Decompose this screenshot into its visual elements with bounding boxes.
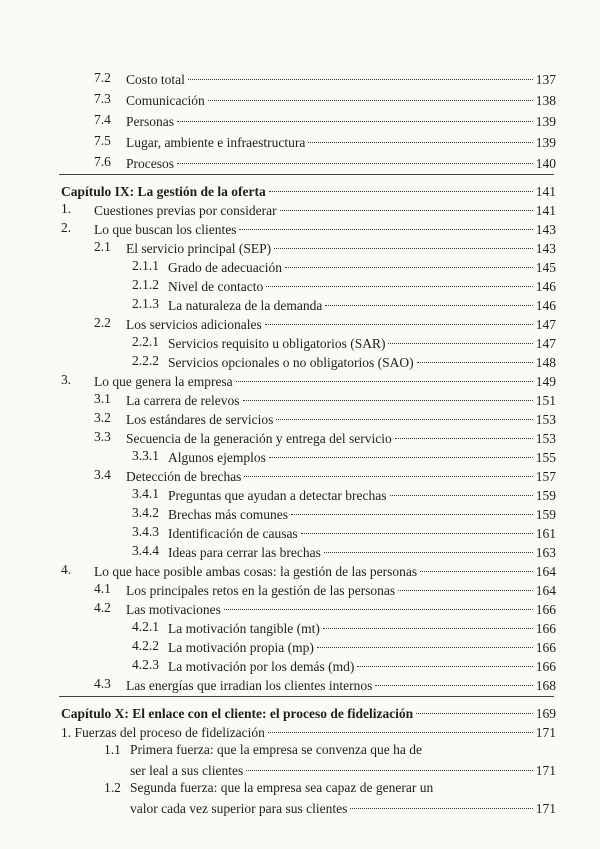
entry-title: Lo que buscan los clientes bbox=[94, 222, 237, 237]
entry-title: Cuestiones previas por considerar bbox=[94, 203, 277, 218]
dot-leader bbox=[291, 500, 533, 515]
dot-leader bbox=[388, 329, 532, 344]
dot-leader bbox=[224, 595, 533, 610]
page-number: 166 bbox=[535, 659, 556, 674]
entry-title-continuation: ser leal a sus clientes bbox=[130, 763, 244, 778]
section-number: 7.2 bbox=[94, 70, 111, 85]
entry-title: Primera fuerza: que la empresa se convenza que ha de bbox=[130, 742, 422, 757]
dot-leader bbox=[188, 65, 533, 80]
entry-title: Personas bbox=[126, 114, 174, 129]
section-number: 3.4.4 bbox=[132, 543, 159, 558]
section-number: 4.2.2 bbox=[132, 638, 159, 653]
section-number: 2.2.2 bbox=[132, 353, 159, 368]
dot-leader bbox=[244, 462, 532, 477]
entry-title: Ideas para cerrar las brechas bbox=[168, 545, 321, 560]
entry-title: Preguntas que ayudan a detectar brechas bbox=[168, 488, 387, 503]
page-number: 143 bbox=[535, 241, 556, 256]
dot-leader bbox=[280, 196, 533, 211]
section-number: 3.3.1 bbox=[132, 448, 159, 463]
dot-leader bbox=[325, 291, 532, 306]
entry-title: Capítulo IX: La gestión de la oferta bbox=[61, 184, 266, 199]
dot-leader bbox=[177, 149, 533, 164]
section-number: 3.4.3 bbox=[132, 524, 159, 539]
page-number: 141 bbox=[535, 184, 556, 199]
section-number: 2.1.2 bbox=[132, 277, 159, 292]
page-number: 147 bbox=[535, 336, 556, 351]
page-number: 171 bbox=[535, 801, 556, 816]
section-number: 1. bbox=[61, 201, 72, 216]
page-number: 168 bbox=[535, 678, 556, 693]
page-number: 153 bbox=[535, 431, 556, 446]
page-number: 151 bbox=[535, 393, 556, 408]
dot-leader bbox=[323, 614, 533, 629]
entry-title: Detección de brechas bbox=[126, 469, 242, 484]
entry-title: Algunos ejemplos bbox=[168, 450, 266, 465]
dot-leader bbox=[268, 718, 533, 733]
dot-leader bbox=[243, 386, 533, 401]
page-number: 159 bbox=[535, 507, 556, 522]
section-number: 3.3 bbox=[94, 429, 111, 444]
page-number: 146 bbox=[535, 298, 556, 313]
page-number: 164 bbox=[535, 583, 556, 598]
section-number: 2. bbox=[61, 220, 72, 235]
section-number: 3.2 bbox=[94, 410, 111, 425]
entry-title: La carrera de relevos bbox=[126, 393, 240, 408]
section-number: 7.6 bbox=[94, 154, 111, 169]
entry-title: Los servicios adicionales bbox=[126, 317, 262, 332]
dot-leader bbox=[265, 310, 533, 325]
entry-title: Lo que hace posible ambas cosas: la gestión de las personas bbox=[94, 564, 418, 579]
dot-leader bbox=[317, 633, 533, 648]
section-number: 2.1.1 bbox=[132, 258, 159, 273]
page-number: 149 bbox=[535, 374, 556, 389]
page-number: 147 bbox=[535, 317, 556, 332]
entry-title: Servicios opcionales o no obligatorios (SAO) bbox=[168, 355, 414, 370]
entry-title: Servicios requisito u obligatorios (SAR) bbox=[168, 336, 386, 351]
dot-leader bbox=[239, 215, 532, 230]
dot-leader bbox=[390, 481, 533, 496]
dot-leader bbox=[285, 253, 533, 268]
page-number: 153 bbox=[535, 412, 556, 427]
entry-title: Los principales retos en la gestión de las personas bbox=[126, 583, 396, 598]
page-number: 143 bbox=[535, 222, 556, 237]
dot-leader bbox=[269, 443, 533, 458]
entry-title: Segunda fuerza: que la empresa sea capaz de generar un bbox=[130, 780, 434, 795]
dot-leader bbox=[416, 699, 533, 714]
section-divider bbox=[59, 174, 554, 175]
section-number: 3.1 bbox=[94, 391, 111, 406]
dot-leader bbox=[398, 576, 533, 591]
entry-title: 1. Fuerzas del proceso de fidelización bbox=[61, 725, 265, 740]
entry-title: La naturaleza de la demanda bbox=[168, 298, 323, 313]
section-number: 2.1 bbox=[94, 239, 111, 254]
section-number: 2.2.1 bbox=[132, 334, 159, 349]
section-number: 3.4 bbox=[94, 467, 111, 482]
dot-leader bbox=[266, 272, 533, 287]
page-number: 139 bbox=[535, 114, 556, 129]
page-number: 138 bbox=[535, 93, 556, 108]
entry-title: La motivación propia (mp) bbox=[168, 640, 314, 655]
page-number: 155 bbox=[535, 450, 556, 465]
section-number: 4.2 bbox=[94, 600, 111, 615]
section-number: 4.2.3 bbox=[132, 657, 159, 672]
section-number: 7.3 bbox=[94, 91, 111, 106]
dot-leader bbox=[324, 538, 533, 553]
dot-leader bbox=[417, 348, 533, 363]
page-number: 141 bbox=[535, 203, 556, 218]
section-number: 4. bbox=[61, 562, 72, 577]
section-number: 2.1.3 bbox=[132, 296, 159, 311]
entry-title: La motivación por los demás (md) bbox=[168, 659, 355, 674]
section-number: 3.4.2 bbox=[132, 505, 159, 520]
page-number: 166 bbox=[535, 602, 556, 617]
dot-leader bbox=[274, 234, 533, 249]
entry-title: Nivel de contacto bbox=[168, 279, 264, 294]
page-number: 171 bbox=[535, 763, 556, 778]
page-number: 146 bbox=[535, 279, 556, 294]
page-number: 140 bbox=[535, 156, 556, 171]
page-number: 164 bbox=[535, 564, 556, 579]
dot-leader bbox=[420, 557, 533, 572]
section-number: 4.3 bbox=[94, 676, 111, 691]
page-number: 137 bbox=[535, 72, 556, 87]
dot-leader bbox=[177, 107, 533, 122]
page-number: 148 bbox=[535, 355, 556, 370]
entry-title: Comunicación bbox=[126, 93, 205, 108]
page-number: 161 bbox=[535, 526, 556, 541]
entry-title: Secuencia de la generación y entrega del servicio bbox=[126, 431, 392, 446]
entry-title: Los estándares de servicios bbox=[126, 412, 274, 427]
page-number: 166 bbox=[535, 640, 556, 655]
entry-title: Lo que genera la empresa bbox=[94, 374, 233, 389]
section-number: 3.4.1 bbox=[132, 486, 159, 501]
dot-leader bbox=[246, 756, 533, 771]
dot-leader bbox=[395, 424, 533, 439]
entry-title: Grado de adecuación bbox=[168, 260, 282, 275]
section-number: 1.2 bbox=[104, 780, 121, 795]
section-number: 7.5 bbox=[94, 133, 111, 148]
dot-leader bbox=[276, 405, 532, 420]
dot-leader bbox=[375, 671, 532, 686]
entry-title: Costo total bbox=[126, 72, 185, 87]
page-number: 157 bbox=[535, 469, 556, 484]
page-number: 159 bbox=[535, 488, 556, 503]
entry-title: Capítulo X: El enlace con el cliente: el proceso de fidelización bbox=[61, 706, 414, 721]
section-number: 4.1 bbox=[94, 581, 111, 596]
entry-title: El servicio principal (SEP) bbox=[126, 241, 272, 256]
entry-title: Brechas más comunes bbox=[168, 507, 288, 522]
entry-title: La motivación tangible (mt) bbox=[168, 621, 320, 636]
entry-title: Las motivaciones bbox=[126, 602, 221, 617]
dot-leader bbox=[269, 177, 533, 192]
dot-leader bbox=[301, 519, 533, 534]
dot-leader bbox=[308, 128, 532, 143]
section-number: 1.1 bbox=[104, 742, 121, 757]
section-number: 2.2 bbox=[94, 315, 111, 330]
entry-title: Identificación de causas bbox=[168, 526, 298, 541]
page-number: 166 bbox=[535, 621, 556, 636]
section-number: 7.4 bbox=[94, 112, 111, 127]
entry-title: Procesos bbox=[126, 156, 174, 171]
page-number: 171 bbox=[535, 725, 556, 740]
dot-leader bbox=[350, 794, 532, 809]
page-number: 163 bbox=[535, 545, 556, 560]
section-number: 3. bbox=[61, 372, 72, 387]
dot-leader bbox=[208, 86, 533, 101]
entry-title: Las energías que irradian los clientes internos bbox=[126, 678, 373, 693]
entry-title: Lugar, ambiente e infraestructura bbox=[126, 135, 306, 150]
page-number: 139 bbox=[535, 135, 556, 150]
section-divider bbox=[59, 696, 554, 697]
dot-leader bbox=[236, 367, 533, 382]
dot-leader bbox=[357, 652, 532, 667]
entry-title-continuation: valor cada vez superior para sus clientes bbox=[130, 801, 348, 816]
page-number: 169 bbox=[535, 706, 556, 721]
section-number: 4.2.1 bbox=[132, 619, 159, 634]
page-number: 145 bbox=[535, 260, 556, 275]
